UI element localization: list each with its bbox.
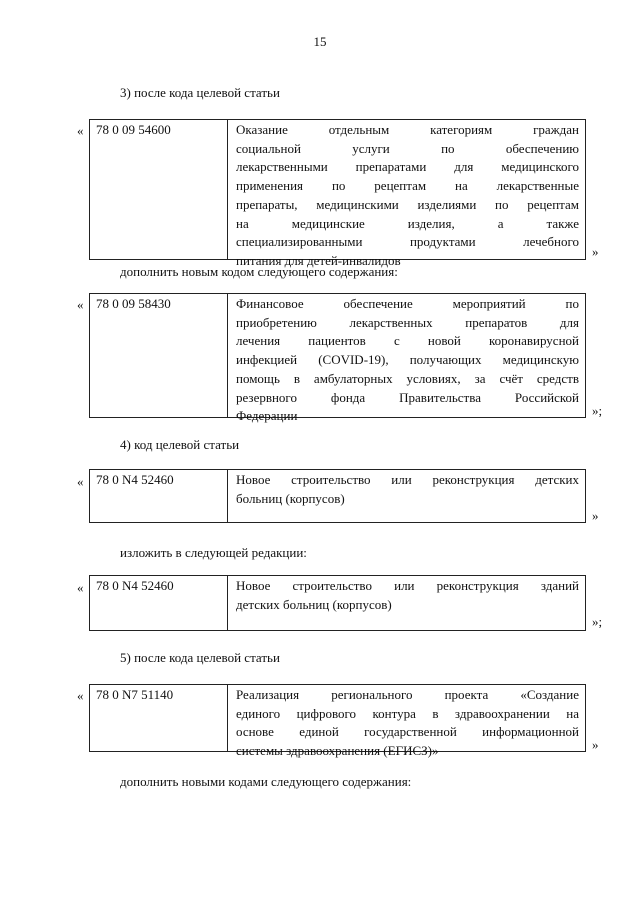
table-row — [89, 119, 586, 268]
description-line: больниц (корпусов) — [236, 490, 345, 506]
open-quote: « — [77, 580, 84, 595]
description-line: помощь в амбулаторных условиях, за счёт средств — [236, 370, 579, 386]
description-line: детских больниц (корпусов) — [236, 596, 392, 612]
description-line: применения по рецептам на лекарственные — [236, 178, 579, 194]
description-line: Новое строительство или реконструкция детских — [236, 472, 579, 487]
description-line: специализированными продуктами лечебного — [236, 234, 579, 250]
description-line: инфекцией (COVID-19), получающих медицинскую — [236, 352, 579, 368]
page-number: 15 — [313, 34, 327, 49]
description-line: основе единой государственной информационной — [236, 724, 579, 740]
description-line: приобретению лекарственных препаратов для — [236, 314, 579, 330]
open-quote: « — [77, 297, 84, 312]
description-line: лечения пациентов с новой коронавирусной — [236, 333, 579, 349]
target-description — [228, 120, 585, 268]
table-row — [89, 293, 586, 424]
open-quote: « — [77, 474, 84, 489]
table-row — [89, 469, 586, 523]
table-row — [89, 575, 586, 631]
open-quote: « — [77, 123, 84, 138]
target-description — [228, 294, 585, 424]
target-description — [228, 576, 585, 630]
target-code: 78 0 N4 52460 — [90, 470, 228, 522]
description-line: Федерации — [236, 408, 298, 424]
close-quote: » — [592, 508, 599, 523]
description-line: питания для детей-инвалидов — [236, 252, 401, 268]
description-line: Новое строительство или реконструкция зданий — [236, 578, 579, 593]
paragraph-add-codes: дополнить новыми кодами следующего содержания: — [120, 774, 412, 789]
table-row — [89, 684, 586, 759]
close-quote: » — [592, 737, 599, 752]
description-line: Финансовое обеспечение мероприятий по — [236, 296, 579, 311]
open-quote: « — [77, 688, 84, 703]
paragraph-4-code: 4) код целевой статьи — [120, 437, 240, 452]
description-line: системы здравоохранения (ЕГИСЗ)» — [236, 743, 439, 759]
description-line: единого цифрового контура в здравоохранении на — [236, 705, 579, 721]
description-line: препараты, медицинскими изделиями по рецептам — [236, 196, 579, 212]
target-code: 78 0 N4 52460 — [90, 576, 228, 630]
description-line: Оказание отдельным категориям граждан — [236, 122, 579, 137]
description-line: Реализация регионального проекта «Создание — [236, 687, 579, 702]
target-code: 78 0 09 54600 — [90, 120, 228, 259]
paragraph-5-after-code: 5) после кода целевой статьи — [120, 650, 280, 665]
target-code: 78 0 09 58430 — [90, 294, 228, 417]
close-quote: » — [592, 244, 599, 259]
paragraph-new-edition: изложить в следующей редакции: — [120, 545, 307, 560]
close-quote: »; — [592, 614, 603, 629]
description-line: социальной услуги по обеспечению — [236, 140, 579, 156]
close-quote: »; — [592, 403, 603, 418]
target-description — [228, 685, 585, 759]
paragraph-3-after-code: 3) после кода целевой статьи — [120, 85, 280, 100]
target-code: 78 0 N7 51140 — [90, 685, 228, 751]
description-line: резервного фонда Правительства Российской — [236, 389, 579, 405]
description-line: на медицинские изделия, а также — [236, 215, 579, 231]
target-description — [228, 470, 585, 522]
description-line: лекарственными препаратами для медицинского — [236, 159, 579, 175]
paragraph-add-code: дополнить новым кодом следующего содержания: — [120, 264, 398, 279]
